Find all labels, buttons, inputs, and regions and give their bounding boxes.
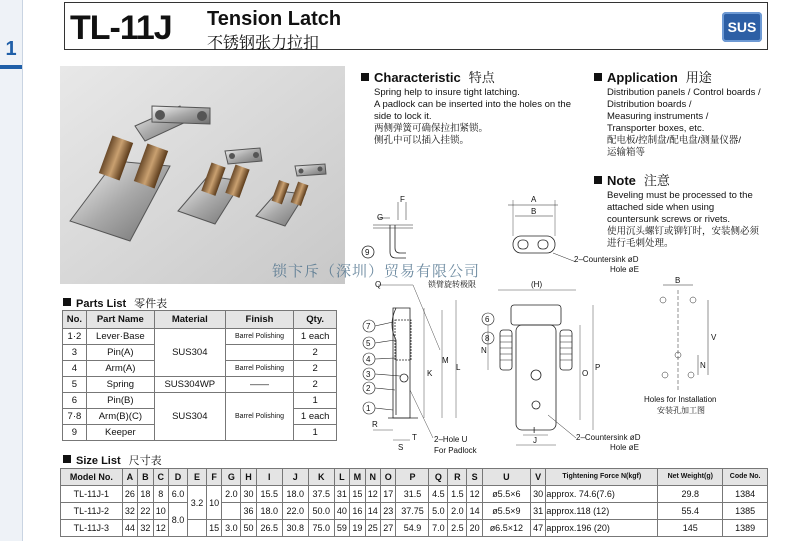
square-bullet-icon: [594, 73, 602, 81]
square-bullet-icon: [63, 455, 71, 463]
square-bullet-icon: [594, 176, 602, 184]
size-cell: 19: [350, 520, 365, 537]
col-part-name: Part Name: [86, 311, 154, 329]
size-cell: 16: [350, 503, 365, 520]
callout-2: 2: [366, 384, 371, 393]
square-bullet-icon: [63, 298, 71, 306]
size-cell: 14: [467, 503, 482, 520]
size-col-header: A: [122, 469, 137, 486]
size-col-header: Code No.: [723, 469, 768, 486]
hole-e-bot: Hole øE: [610, 443, 639, 452]
size-col-header: V: [530, 469, 545, 486]
size-cell: 6.0: [169, 486, 188, 503]
size-cell: 1389: [723, 520, 768, 537]
cs-d-top: 2–Countersink øD: [574, 255, 639, 264]
size-cell: 25: [365, 520, 380, 537]
size-col-header: K: [308, 469, 334, 486]
size-cell: 14: [365, 503, 380, 520]
size-cell: 47: [530, 520, 545, 537]
size-cell: 26: [122, 486, 137, 503]
size-cell: 12: [467, 486, 482, 503]
size-cell: 75.0: [308, 520, 334, 537]
size-col-header: Tightening Force N(kgf): [546, 469, 658, 486]
size-cell: 1385: [723, 503, 768, 520]
hole-dim-v: V: [711, 333, 717, 342]
characteristic-heading: Characteristic 特点: [361, 67, 495, 86]
size-table: [60, 468, 768, 537]
size-cell: 5.0: [429, 503, 448, 520]
latch-front-view: [488, 290, 593, 445]
dim-h: (H): [531, 280, 543, 289]
watermark: 锁卞斥（深圳）贸易有限公司: [272, 263, 481, 280]
side-tab-bar: [0, 65, 22, 69]
hole-dim-n: N: [700, 361, 706, 370]
size-col-header: N: [365, 469, 380, 486]
technical-drawing: [348, 190, 787, 458]
col-qty: Qty.: [294, 311, 337, 329]
size-cell: 10: [153, 503, 168, 520]
size-cell: ø5.5×6: [482, 486, 530, 503]
size-cell: 50: [241, 520, 256, 537]
size-col-header: C: [153, 469, 168, 486]
table-row: 9 Keeper 1: [63, 425, 337, 441]
size-cell: 4.5: [429, 486, 448, 503]
size-col-header: H: [241, 469, 256, 486]
hole-u-label: 2–Hole U: [434, 435, 468, 444]
dim-t: T: [412, 433, 417, 442]
size-col-header: Q: [429, 469, 448, 486]
size-cell: 12: [153, 520, 168, 537]
size-cell: 2.5: [448, 520, 467, 537]
size-cell: 7.0: [429, 520, 448, 537]
hole-dim-b: B: [675, 276, 681, 285]
installation-holes: [660, 285, 708, 390]
size-col-header: Model No.: [61, 469, 123, 486]
table-row: 3 Pin(A) 2: [63, 345, 337, 361]
title-english: Tension Latch: [207, 8, 342, 30]
size-cell: 20: [467, 520, 482, 537]
size-cell: 18: [138, 486, 153, 503]
size-cell: 15.5: [256, 486, 282, 503]
sus-badge: SUS: [722, 12, 762, 42]
callout-1: 1: [366, 404, 371, 413]
size-col-header: J: [282, 469, 308, 486]
size-cell: 15: [206, 520, 221, 537]
size-col-header: G: [222, 469, 241, 486]
title-chinese: 不锈钢张力拉扣: [207, 35, 320, 52]
keeper-top-view: [508, 200, 576, 262]
size-cell: 12: [365, 486, 380, 503]
size-cell: 31: [334, 486, 349, 503]
size-cell: 59: [334, 520, 349, 537]
size-cell: 30: [241, 486, 256, 503]
size-cell: 29.8: [658, 486, 723, 503]
size-col-header: F: [206, 469, 221, 486]
size-cell: 40: [334, 503, 349, 520]
size-cell: 2.0: [222, 486, 241, 503]
size-cell: 30.8: [282, 520, 308, 537]
size-cell: ø5.5×9: [482, 503, 530, 520]
dim-i: I: [533, 426, 536, 435]
size-cell: TL-11J-3: [61, 520, 123, 537]
size-cell: 145: [658, 520, 723, 537]
size-cell: TL-11J-1: [61, 486, 123, 503]
size-cell: 22.0: [282, 503, 308, 520]
install-cn: 安装孔加工图: [657, 406, 705, 415]
size-cell: 37.5: [308, 486, 334, 503]
size-cell: 26.5: [256, 520, 282, 537]
characteristic-text: Spring help to insure tight latching. A padlock can be inserted into the holes on the side to lock it. 两侧弹簧可确保拉扣紧锁。 侧孔中可以插入挂锁。: [374, 87, 571, 146]
table-row: 7·8 Arm(B)(C) 1 each: [63, 409, 337, 425]
table-row: [61, 503, 768, 520]
size-col-header: B: [138, 469, 153, 486]
size-cell: 3.2: [187, 486, 206, 520]
table-row: 4 Arm(A) Barrel Polishing 2: [63, 361, 337, 377]
parts-list-heading: Parts List 零件表: [63, 295, 167, 311]
size-cell: 37.75: [396, 503, 429, 520]
callout-3: 3: [366, 370, 371, 379]
size-col-header: M: [350, 469, 365, 486]
table-row: 6 Pin(B) SUS304 Barrel Polishing 1: [63, 393, 337, 409]
size-cell: TL-11J-2: [61, 503, 123, 520]
dim-b: B: [531, 207, 537, 216]
size-cell: 22: [138, 503, 153, 520]
dim-a: A: [531, 195, 537, 204]
size-cell: 44: [122, 520, 137, 537]
callout-7: 7: [366, 322, 371, 331]
size-cell: approx.196 (20): [546, 520, 658, 537]
size-cell: 1384: [723, 486, 768, 503]
size-cell: 50.0: [308, 503, 334, 520]
size-cell: 36: [241, 503, 256, 520]
size-col-header: U: [482, 469, 530, 486]
dim-q: Q: [375, 280, 382, 289]
table-row: [61, 520, 768, 537]
size-cell: ø6.5×12: [482, 520, 530, 537]
application-text: Distribution panels / Control boards / Distribution boards / Measuring instruments / Transporter boxes, etc. 配电板/控制盘/配电盘/测量仪器/ 运输箱等: [607, 87, 761, 158]
size-cell: 15: [350, 486, 365, 503]
size-cell: approx. 74.6(7.6): [546, 486, 658, 503]
callout-6: 6: [485, 315, 490, 324]
dim-m: M: [442, 356, 449, 365]
dim-l: L: [456, 363, 461, 372]
size-cell: 31: [530, 503, 545, 520]
size-cell: 8.0: [169, 503, 188, 537]
install-en: Holes for Installation: [644, 395, 717, 404]
note-text: Beveling must be processed to the attached side when using countersunk screws or rivets. 使用沉头螺钉或铆钉时，安装侧必须 进行毛刺处理。: [607, 190, 760, 249]
size-cell: 18.0: [256, 503, 282, 520]
col-no: No.: [63, 311, 87, 329]
callout-8: 8: [485, 334, 490, 343]
size-col-header: I: [256, 469, 282, 486]
size-list-heading: Size List 尺寸表: [63, 452, 162, 468]
size-cell: 23: [381, 503, 396, 520]
size-cell: 27: [381, 520, 396, 537]
size-cell: 30: [530, 486, 545, 503]
product-photo: [60, 66, 345, 284]
callout-9: 9: [365, 248, 370, 257]
size-cell: 54.9: [396, 520, 429, 537]
table-row: 5 Spring SUS304WP —— 2: [63, 377, 337, 393]
size-cell: 32: [122, 503, 137, 520]
size-col-header: O: [381, 469, 396, 486]
for-padlock-label: For Padlock: [434, 446, 477, 455]
size-cell: 55.4: [658, 503, 723, 520]
dim-k: K: [427, 369, 433, 378]
hole-e-top: Hole øE: [610, 265, 639, 274]
parts-table: [62, 310, 337, 441]
size-cell: 8: [153, 486, 168, 503]
size-col-header: P: [396, 469, 429, 486]
table-row: [61, 486, 768, 503]
application-heading: Application 用途: [594, 67, 712, 86]
dim-j: J: [533, 436, 537, 445]
size-cell: 10: [206, 486, 221, 520]
dim-n: N: [481, 346, 487, 355]
cs-d-bot: 2–Countersink øD: [576, 433, 641, 442]
size-cell: [222, 503, 241, 520]
dim-o: O: [582, 369, 589, 378]
size-cell: 17: [381, 486, 396, 503]
dim-r: R: [372, 420, 378, 429]
size-col-header: Net Weight(g): [658, 469, 723, 486]
size-cell: 32: [138, 520, 153, 537]
size-col-header: E: [187, 469, 206, 486]
size-cell: 3.0: [222, 520, 241, 537]
callout-4: 4: [366, 355, 371, 364]
side-tab: [0, 0, 23, 541]
size-cell: 2.0: [448, 503, 467, 520]
square-bullet-icon: [361, 73, 369, 81]
callout-5: 5: [366, 339, 371, 348]
size-cell: 1.5: [448, 486, 467, 503]
size-cell: 31.5: [396, 486, 429, 503]
dim-g: G: [377, 213, 384, 222]
size-col-header: S: [467, 469, 482, 486]
size-cell: approx.118 (12): [546, 503, 658, 520]
section-number: 1: [5, 38, 17, 60]
dim-p: P: [595, 363, 601, 372]
dim-f: F: [400, 195, 405, 204]
keeper-side-view: [362, 202, 413, 258]
size-cell: 18.0: [282, 486, 308, 503]
size-col-header: R: [448, 469, 467, 486]
dim-s: S: [398, 443, 404, 452]
rotation-limit: 锁臂旋转极限: [428, 280, 476, 289]
size-col-header: D: [169, 469, 188, 486]
size-col-header: L: [334, 469, 349, 486]
note-heading: Note 注意: [594, 170, 670, 189]
parts-header-row: [63, 311, 337, 329]
model-number: TL-11J: [70, 9, 172, 47]
col-material: Material: [154, 311, 225, 329]
table-row: 1·2 Lever·Base SUS304 Barrel Polishing 1 each: [63, 329, 337, 345]
col-finish: Finish: [225, 311, 294, 329]
size-cell: [187, 520, 206, 537]
size-header-row: [61, 469, 768, 486]
